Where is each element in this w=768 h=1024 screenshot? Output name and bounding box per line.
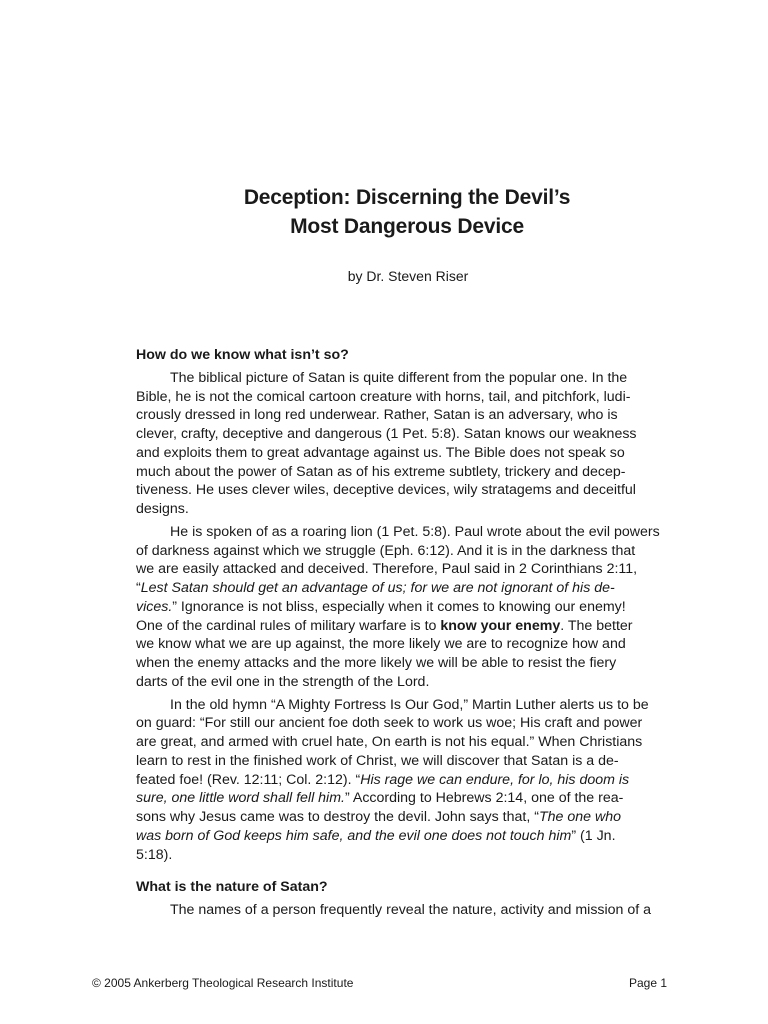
text-line	[136, 388, 672, 407]
text-run: . The better	[560, 617, 633, 634]
text-line	[136, 789, 672, 808]
text-line	[136, 827, 672, 846]
text-run: The names of a person frequently reveal the nature, activity and mission of a	[170, 902, 652, 918]
text-line	[136, 444, 672, 463]
text-line	[136, 673, 672, 692]
paragraph	[136, 369, 672, 519]
text-run: ” According to Hebrews 2:14, one of the rea-	[344, 790, 624, 807]
section-heading: How do we know what isn’t so?	[136, 347, 349, 363]
text-line	[136, 425, 672, 444]
title-line-1: Deception: Discerning the Devil’s	[243, 186, 571, 209]
text-line	[136, 579, 672, 598]
text-run: tiveness. He uses clever wiles, deceptive devices, wily stratagems and deceitful	[136, 482, 636, 499]
text-line	[136, 733, 672, 752]
paragraph	[136, 523, 672, 692]
text-run: are great, and armed with cruel hate, On earth is not his equal.” When Christians	[136, 734, 643, 750]
text-run: “	[136, 580, 141, 596]
text-run: and exploits them to great advantage against us. The Bible does not speak so	[136, 444, 625, 461]
italic-text: was born of God keeps him safe, and the evil one does not touch him	[136, 827, 572, 844]
text-run: feated foe! (Rev. 12:11; Col. 2:12). “	[136, 771, 361, 788]
document-body	[136, 346, 672, 924]
text-line	[136, 771, 672, 790]
text-run: of darkness against which we struggle (Eph. 6:12). And it is in the darkness that	[136, 542, 636, 559]
footer-page-number: Page 1	[629, 976, 668, 990]
text-run: sons why Jesus came was to destroy the devil. John says that, “	[136, 809, 539, 825]
paragraph	[136, 901, 672, 920]
byline: by Dr. Steven Riser	[347, 268, 469, 284]
text-run: we know what we are up against, the more likely we are to recognize how and	[136, 636, 626, 653]
text-run: clever, crafty, deceptive and dangerous (1 Pet. 5:8). Satan knows our weakness	[136, 426, 637, 442]
text-run: The biblical picture of Satan is quite different from the popular one. In the	[170, 369, 628, 386]
text-run: designs.	[136, 501, 189, 517]
paragraph	[136, 696, 672, 865]
text-line	[136, 654, 672, 673]
text-run: Bible, he is not the comical cartoon creature with horns, tail, and pitchfork, ludi-	[136, 388, 631, 405]
text-line	[136, 369, 672, 388]
italic-text: vices.	[136, 598, 173, 615]
text-run: ” (1 Jn.	[571, 827, 616, 844]
text-run: we are easily attacked and deceived. Therefore, Paul said in 2 Corinthians 2:11,	[136, 561, 638, 578]
text-run: One of the cardinal rules of military warfare is to	[136, 617, 441, 634]
text-line	[136, 406, 672, 425]
text-line	[136, 542, 672, 561]
footer-copyright: © 2005 Ankerberg Theological Research Institute	[92, 976, 354, 990]
text-line	[136, 635, 672, 654]
bold-text: know your enemy	[440, 617, 561, 634]
text-line	[136, 481, 672, 500]
text-run: crously dressed in long red underwear. Rather, Satan is an adversary, who is	[136, 407, 618, 424]
document-title	[0, 183, 768, 241]
text-line	[136, 523, 672, 542]
text-line	[136, 714, 672, 733]
text-run: 5:18).	[136, 846, 173, 863]
text-line	[136, 808, 672, 827]
text-line	[136, 752, 672, 771]
text-line	[136, 500, 672, 519]
text-line	[136, 696, 672, 715]
section-heading: What is the nature of Satan?	[136, 879, 328, 896]
text-run: much about the power of Satan as of his extreme subtlety, trickery and decep-	[136, 463, 626, 480]
text-run: learn to rest in the finished work of Christ, we will discover that Satan is a de-	[136, 752, 619, 769]
text-run: In the old hymn “A Mighty Fortress Is Our God,” Martin Luther alerts us to be	[170, 696, 649, 713]
text-run: ” Ignorance is not bliss, especially when it comes to knowing our enemy!	[172, 598, 626, 615]
text-line	[136, 463, 672, 482]
text-run: when the enemy attacks and the more likely we will be able to resist the fiery	[136, 655, 617, 671]
text-run: darts of the evil one in the strength of the Lord.	[136, 673, 430, 690]
text-line	[136, 617, 672, 636]
italic-text: Lest Satan should get an advantage of us; for we are not ignorant of his de-	[140, 580, 615, 596]
text-run: He is spoken of as a roaring lion (1 Pet. 5:8). Paul wrote about the evil powers	[170, 523, 660, 540]
text-line	[136, 846, 672, 865]
italic-text: His rage we can endure, for lo, his doom is	[360, 771, 630, 788]
text-line	[136, 901, 672, 920]
text-line	[136, 560, 672, 579]
title-line-2: Most Dangerous Device	[290, 215, 524, 238]
text-run: on guard: “For still our ancient foe doth seek to work us woe; His craft and power	[136, 715, 643, 732]
italic-text: The one who	[538, 809, 621, 825]
italic-text: sure, one little word shall fell him.	[136, 790, 345, 807]
text-line	[136, 598, 672, 617]
